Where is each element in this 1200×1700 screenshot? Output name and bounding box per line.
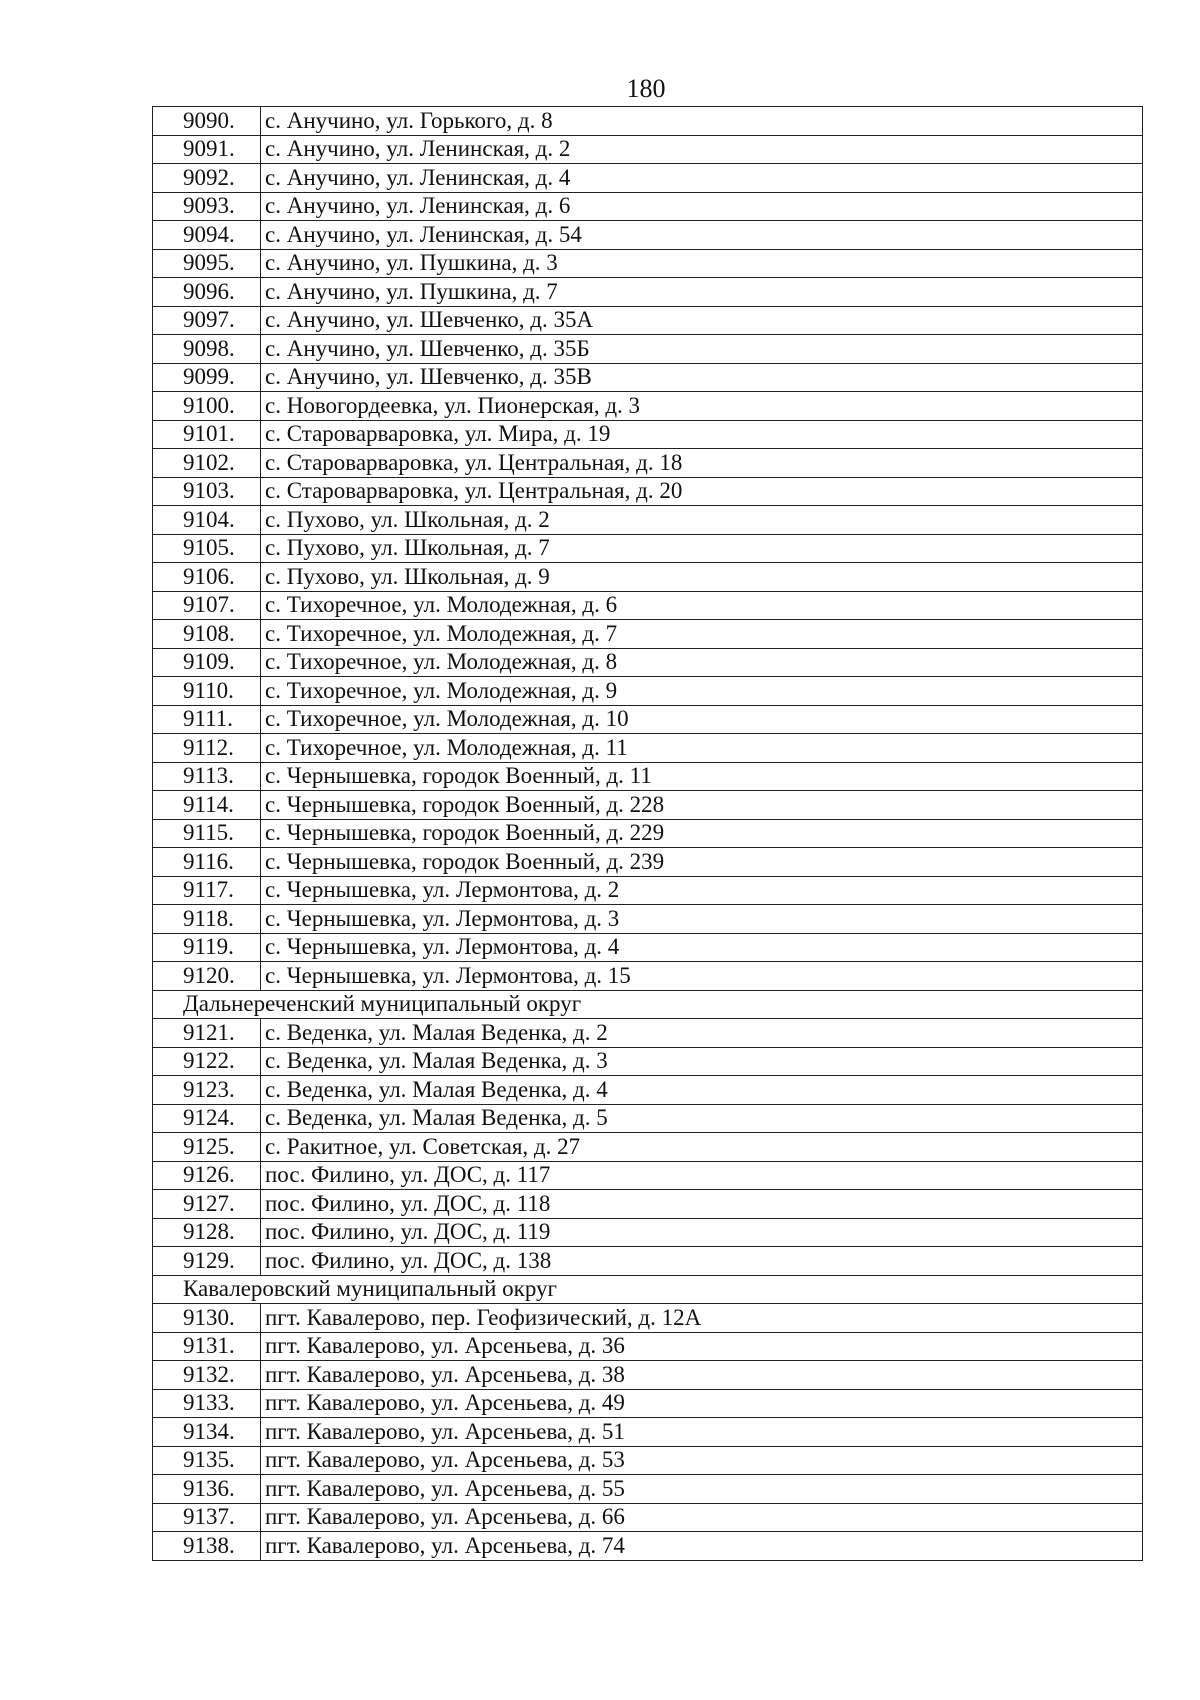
row-address: с. Веденка, ул. Малая Веденка, д. 4 <box>261 1076 1143 1105</box>
table-row <box>153 848 1143 877</box>
table-row <box>153 1503 1143 1532</box>
section-title: Кавалеровский муниципальный округ <box>153 1275 1143 1304</box>
row-address: с. Анучино, ул. Пушкина, д. 7 <box>261 278 1143 307</box>
row-number: 9119. <box>153 933 261 962</box>
row-number: 9112. <box>153 734 261 763</box>
table-row <box>153 135 1143 164</box>
row-address: с. Новогордеевка, ул. Пионерская, д. 3 <box>261 392 1143 421</box>
row-number: 9104. <box>153 506 261 535</box>
row-address: пгт. Кавалерово, ул. Арсеньева, д. 53 <box>261 1446 1143 1475</box>
row-address: с. Тихоречное, ул. Молодежная, д. 6 <box>261 591 1143 620</box>
row-number: 9125. <box>153 1133 261 1162</box>
row-number: 9135. <box>153 1446 261 1475</box>
row-number: 9091. <box>153 135 261 164</box>
section-header-row <box>153 1275 1143 1304</box>
row-address: с. Чернышевка, городок Военный, д. 228 <box>261 791 1143 820</box>
table-row <box>153 420 1143 449</box>
row-number: 9132. <box>153 1361 261 1390</box>
row-number: 9097. <box>153 306 261 335</box>
table-row <box>153 1389 1143 1418</box>
row-number: 9095. <box>153 249 261 278</box>
row-number: 9092. <box>153 164 261 193</box>
table-row <box>153 1161 1143 1190</box>
row-address: с. Веденка, ул. Малая Веденка, д. 2 <box>261 1019 1143 1048</box>
row-address: с. Пухово, ул. Школьная, д. 9 <box>261 563 1143 592</box>
row-address: с. Тихоречное, ул. Молодежная, д. 8 <box>261 648 1143 677</box>
table-row <box>153 620 1143 649</box>
section-title: Дальнереченский муниципальный округ <box>153 990 1143 1019</box>
table-row <box>153 306 1143 335</box>
row-number: 9130. <box>153 1304 261 1333</box>
row-number: 9096. <box>153 278 261 307</box>
table-row <box>153 192 1143 221</box>
table-row <box>153 1361 1143 1390</box>
table-row <box>153 905 1143 934</box>
row-address: пгт. Кавалерово, ул. Арсеньева, д. 66 <box>261 1503 1143 1532</box>
table-row <box>153 335 1143 364</box>
row-address: с. Анучино, ул. Шевченко, д. 35Б <box>261 335 1143 364</box>
row-number: 9134. <box>153 1418 261 1447</box>
table-row <box>153 791 1143 820</box>
row-number: 9114. <box>153 791 261 820</box>
row-address: с. Анучино, ул. Ленинская, д. 54 <box>261 221 1143 250</box>
row-address: с. Чернышевка, ул. Лермонтова, д. 15 <box>261 962 1143 991</box>
section-header-row <box>153 990 1143 1019</box>
row-address: с. Староварваровка, ул. Центральная, д. 20 <box>261 477 1143 506</box>
row-number: 9133. <box>153 1389 261 1418</box>
row-number: 9120. <box>153 962 261 991</box>
table-row <box>153 677 1143 706</box>
row-number: 9107. <box>153 591 261 620</box>
table-row <box>153 962 1143 991</box>
row-number: 9128. <box>153 1218 261 1247</box>
row-address: с. Веденка, ул. Малая Веденка, д. 3 <box>261 1047 1143 1076</box>
row-address: пос. Филино, ул. ДОС, д. 119 <box>261 1218 1143 1247</box>
row-address: пос. Филино, ул. ДОС, д. 117 <box>261 1161 1143 1190</box>
row-address: с. Тихоречное, ул. Молодежная, д. 10 <box>261 705 1143 734</box>
row-number: 9100. <box>153 392 261 421</box>
table-row <box>153 392 1143 421</box>
row-number: 9118. <box>153 905 261 934</box>
row-address: с. Чернышевка, городок Военный, д. 239 <box>261 848 1143 877</box>
row-address: пгт. Кавалерово, ул. Арсеньева, д. 55 <box>261 1475 1143 1504</box>
row-number: 9093. <box>153 192 261 221</box>
table-row <box>153 648 1143 677</box>
row-number: 9106. <box>153 563 261 592</box>
row-address: пгт. Кавалерово, ул. Арсеньева, д. 36 <box>261 1332 1143 1361</box>
table-row <box>153 563 1143 592</box>
table-row <box>153 1446 1143 1475</box>
row-number: 9122. <box>153 1047 261 1076</box>
table-row <box>153 876 1143 905</box>
row-address: с. Анучино, ул. Горького, д. 8 <box>261 107 1143 136</box>
row-address: пгт. Кавалерово, ул. Арсеньева, д. 74 <box>261 1532 1143 1561</box>
table-row <box>153 164 1143 193</box>
table-row <box>153 477 1143 506</box>
row-number: 9127. <box>153 1190 261 1219</box>
row-number: 9099. <box>153 363 261 392</box>
row-address: пос. Филино, ул. ДОС, д. 118 <box>261 1190 1143 1219</box>
table-row <box>153 278 1143 307</box>
table-row <box>153 249 1143 278</box>
row-number: 9110. <box>153 677 261 706</box>
row-address: с. Анучино, ул. Шевченко, д. 35В <box>261 363 1143 392</box>
table-row <box>153 1104 1143 1133</box>
table-row <box>153 1332 1143 1361</box>
row-address: с. Староварваровка, ул. Центральная, д. 18 <box>261 449 1143 478</box>
row-number: 9131. <box>153 1332 261 1361</box>
table-row <box>153 1304 1143 1333</box>
table-row <box>153 1418 1143 1447</box>
page-number: 180 <box>626 74 666 103</box>
row-address: с. Чернышевка, ул. Лермонтова, д. 4 <box>261 933 1143 962</box>
table-row <box>153 705 1143 734</box>
row-address: с. Веденка, ул. Малая Веденка, д. 5 <box>261 1104 1143 1133</box>
row-address: с. Чернышевка, городок Военный, д. 11 <box>261 762 1143 791</box>
row-number: 9121. <box>153 1019 261 1048</box>
row-address: с. Анучино, ул. Ленинская, д. 2 <box>261 135 1143 164</box>
row-number: 9123. <box>153 1076 261 1105</box>
row-number: 9115. <box>153 819 261 848</box>
row-number: 9129. <box>153 1247 261 1276</box>
row-address: с. Чернышевка, ул. Лермонтова, д. 2 <box>261 876 1143 905</box>
row-number: 9090. <box>153 107 261 136</box>
table-row <box>153 1076 1143 1105</box>
table-row <box>153 221 1143 250</box>
table-row <box>153 1019 1143 1048</box>
row-address: с. Ракитное, ул. Советская, д. 27 <box>261 1133 1143 1162</box>
row-address: с. Тихоречное, ул. Молодежная, д. 7 <box>261 620 1143 649</box>
row-address: пос. Филино, ул. ДОС, д. 138 <box>261 1247 1143 1276</box>
table-row <box>153 933 1143 962</box>
row-address: с. Пухово, ул. Школьная, д. 2 <box>261 506 1143 535</box>
table-row <box>153 1133 1143 1162</box>
table-row <box>153 107 1143 136</box>
row-address: с. Тихоречное, ул. Молодежная, д. 11 <box>261 734 1143 763</box>
table-row <box>153 1532 1143 1561</box>
table-row <box>153 363 1143 392</box>
row-address: с. Чернышевка, городок Военный, д. 229 <box>261 819 1143 848</box>
row-address: пгт. Кавалерово, пер. Геофизический, д. 12А <box>261 1304 1143 1333</box>
table-row <box>153 534 1143 563</box>
row-number: 9102. <box>153 449 261 478</box>
row-address: пгт. Кавалерово, ул. Арсеньева, д. 49 <box>261 1389 1143 1418</box>
row-number: 9109. <box>153 648 261 677</box>
row-address: с. Анучино, ул. Пушкина, д. 3 <box>261 249 1143 278</box>
row-number: 9111. <box>153 705 261 734</box>
row-address: пгт. Кавалерово, ул. Арсеньева, д. 38 <box>261 1361 1143 1390</box>
row-number: 9101. <box>153 420 261 449</box>
table-body <box>153 107 1143 1561</box>
row-number: 9094. <box>153 221 261 250</box>
row-number: 9137. <box>153 1503 261 1532</box>
row-address: пгт. Кавалерово, ул. Арсеньева, д. 51 <box>261 1418 1143 1447</box>
row-number: 9117. <box>153 876 261 905</box>
row-number: 9098. <box>153 335 261 364</box>
row-number: 9116. <box>153 848 261 877</box>
row-address: с. Анучино, ул. Ленинская, д. 4 <box>261 164 1143 193</box>
row-number: 9103. <box>153 477 261 506</box>
table-row <box>153 506 1143 535</box>
table-row <box>153 1475 1143 1504</box>
row-number: 9105. <box>153 534 261 563</box>
row-number: 9126. <box>153 1161 261 1190</box>
row-address: с. Анучино, ул. Шевченко, д. 35А <box>261 306 1143 335</box>
row-address: с. Пухово, ул. Школьная, д. 7 <box>261 534 1143 563</box>
row-number: 9124. <box>153 1104 261 1133</box>
row-number: 9113. <box>153 762 261 791</box>
table-row <box>153 449 1143 478</box>
row-number: 9136. <box>153 1475 261 1504</box>
table-row <box>153 1218 1143 1247</box>
table-row <box>153 762 1143 791</box>
table-row <box>153 1190 1143 1219</box>
row-address: с. Анучино, ул. Ленинская, д. 6 <box>261 192 1143 221</box>
table-row <box>153 591 1143 620</box>
table-row <box>153 1247 1143 1276</box>
address-table <box>152 106 1143 1561</box>
table-row <box>153 1047 1143 1076</box>
row-address: с. Тихоречное, ул. Молодежная, д. 9 <box>261 677 1143 706</box>
row-number: 9108. <box>153 620 261 649</box>
row-address: с. Староварваровка, ул. Мира, д. 19 <box>261 420 1143 449</box>
row-number: 9138. <box>153 1532 261 1561</box>
table-row <box>153 734 1143 763</box>
table-row <box>153 819 1143 848</box>
row-address: с. Чернышевка, ул. Лермонтова, д. 3 <box>261 905 1143 934</box>
